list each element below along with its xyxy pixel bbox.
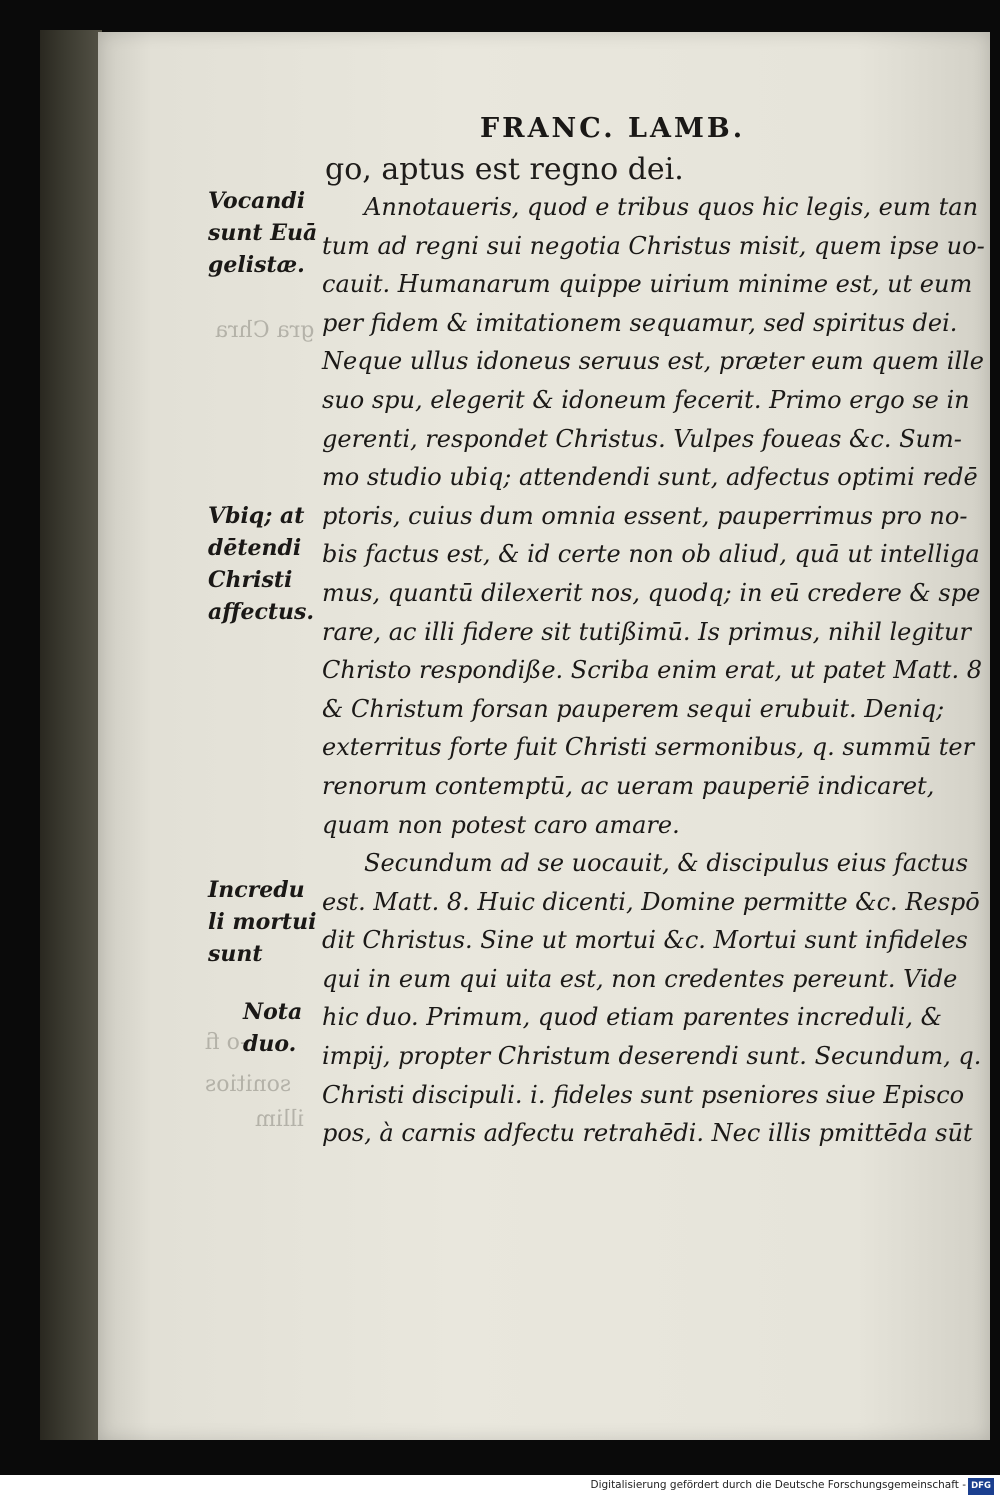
text-line: Christo respondiße. Scriba enim erat, ut patet Matt. 8	[322, 656, 982, 685]
text-line: est. Matt. 8. Huic dicenti, Domine permitte &c. Respō	[322, 887, 980, 916]
text-line: Annotaueris, quod e tribus quos hic legis, eum tan	[364, 193, 979, 221]
text-line: quam non potest caro amare.	[322, 810, 680, 839]
text-line: gerenti, respondet Christus. Vulpes foueas &c. Sum-	[322, 424, 962, 453]
margin-note-line: sunt	[208, 941, 263, 967]
text-line: renorum contemptū, ac ueram pauperiē indicaret,	[322, 771, 935, 800]
text-line: dit Christus. Sine ut mortui &c. Mortui sunt infideles	[322, 926, 968, 955]
text-line: tum ad regni sui negotia Christus misit, quem ipse uo-	[322, 231, 985, 260]
running-title: FRANC. LAMB.	[480, 113, 746, 144]
margin-note-line: Nota	[243, 999, 303, 1025]
margin-note-line: gelistæ.	[208, 252, 305, 278]
margin-note-line: duo.	[243, 1031, 297, 1057]
text-line: suo spu, elegerit & idoneum fecerit. Primo ergo se in	[322, 385, 970, 414]
margin-note-line: affectus.	[208, 599, 315, 625]
text-line: qui in eum qui uita est, non credentes pereunt. Vide	[322, 964, 958, 993]
margin-note-line: li mortui	[208, 909, 317, 935]
show-through-text: sonitios	[205, 1072, 292, 1097]
text-line: Secundum ad se uocauit, & discipulus eius factus	[364, 849, 969, 878]
text-line: exterritus forte fuit Christi sermonibus, q. summū ter	[322, 733, 975, 762]
margin-note-ubique	[208, 500, 314, 628]
margin-note-line: dētendi	[208, 535, 302, 561]
text-line: ptoris, cuius dum omnia essent, pauperrimus pro no-	[322, 501, 968, 530]
footer-bar	[0, 1475, 1000, 1498]
text-line: pos, à carnis adfectu retrahēdi. Nec illis pmittēda sūt	[322, 1119, 973, 1148]
dfg-logo: DFG	[968, 1478, 994, 1495]
text-line: mus, quantū dilexerit nos, quodq; in eū credere & spe	[322, 578, 981, 607]
text-line: rare, ac illi fidere sit tutißimū. Is primus, nihil legitur	[322, 617, 971, 646]
margin-note-line: Incredu	[208, 877, 305, 903]
text-line: & Christum forsan pauperem sequi erubuit. Deniq;	[322, 694, 945, 723]
text-line: Christi discipuli. i. fideles sunt pseniores siue Episco	[322, 1080, 965, 1109]
margin-note-line: Vocandi	[208, 188, 306, 214]
margin-note-line: sunt Euā	[208, 220, 318, 246]
margin-note-line: Christi	[208, 567, 293, 593]
margin-note-line: Vbiq; at	[208, 503, 305, 529]
show-through-text: -o fi	[205, 1030, 248, 1055]
main-text-block	[322, 188, 985, 1153]
text-line: per fidem & imitationem sequamur, sed spiritus dei.	[322, 308, 958, 337]
footer-credit: Digitalisierung gefördert durch die Deutsche Forschungsgemeinschaft -	[590, 1479, 966, 1491]
show-through-text: illim	[255, 1107, 305, 1132]
show-through-text: gra Chra	[215, 318, 315, 343]
text-line: Neque ullus idoneus seruus est, præter eum quem ille	[322, 347, 984, 376]
margin-note-vocandi	[208, 185, 317, 281]
first-text-line: go, aptus est regno dei.	[325, 152, 684, 187]
text-line: cauit. Humanarum quippe uirium minime est, ut eum	[322, 270, 973, 299]
margin-note-nota-duo	[243, 996, 302, 1060]
book-binding-edge	[40, 30, 102, 1440]
text-line: impij, propter Christum deserendi sunt. Secundum, q.	[322, 1042, 982, 1071]
text-line: mo studio ubiq; attendendi sunt, adfectus optimi redē	[322, 463, 978, 492]
text-line: bis factus est, & id certe non ob aliud, quā ut intelliga	[322, 540, 980, 569]
margin-note-increduli	[208, 874, 316, 970]
text-line: hic duo. Primum, quod etiam parentes increduli, &	[322, 1003, 942, 1032]
